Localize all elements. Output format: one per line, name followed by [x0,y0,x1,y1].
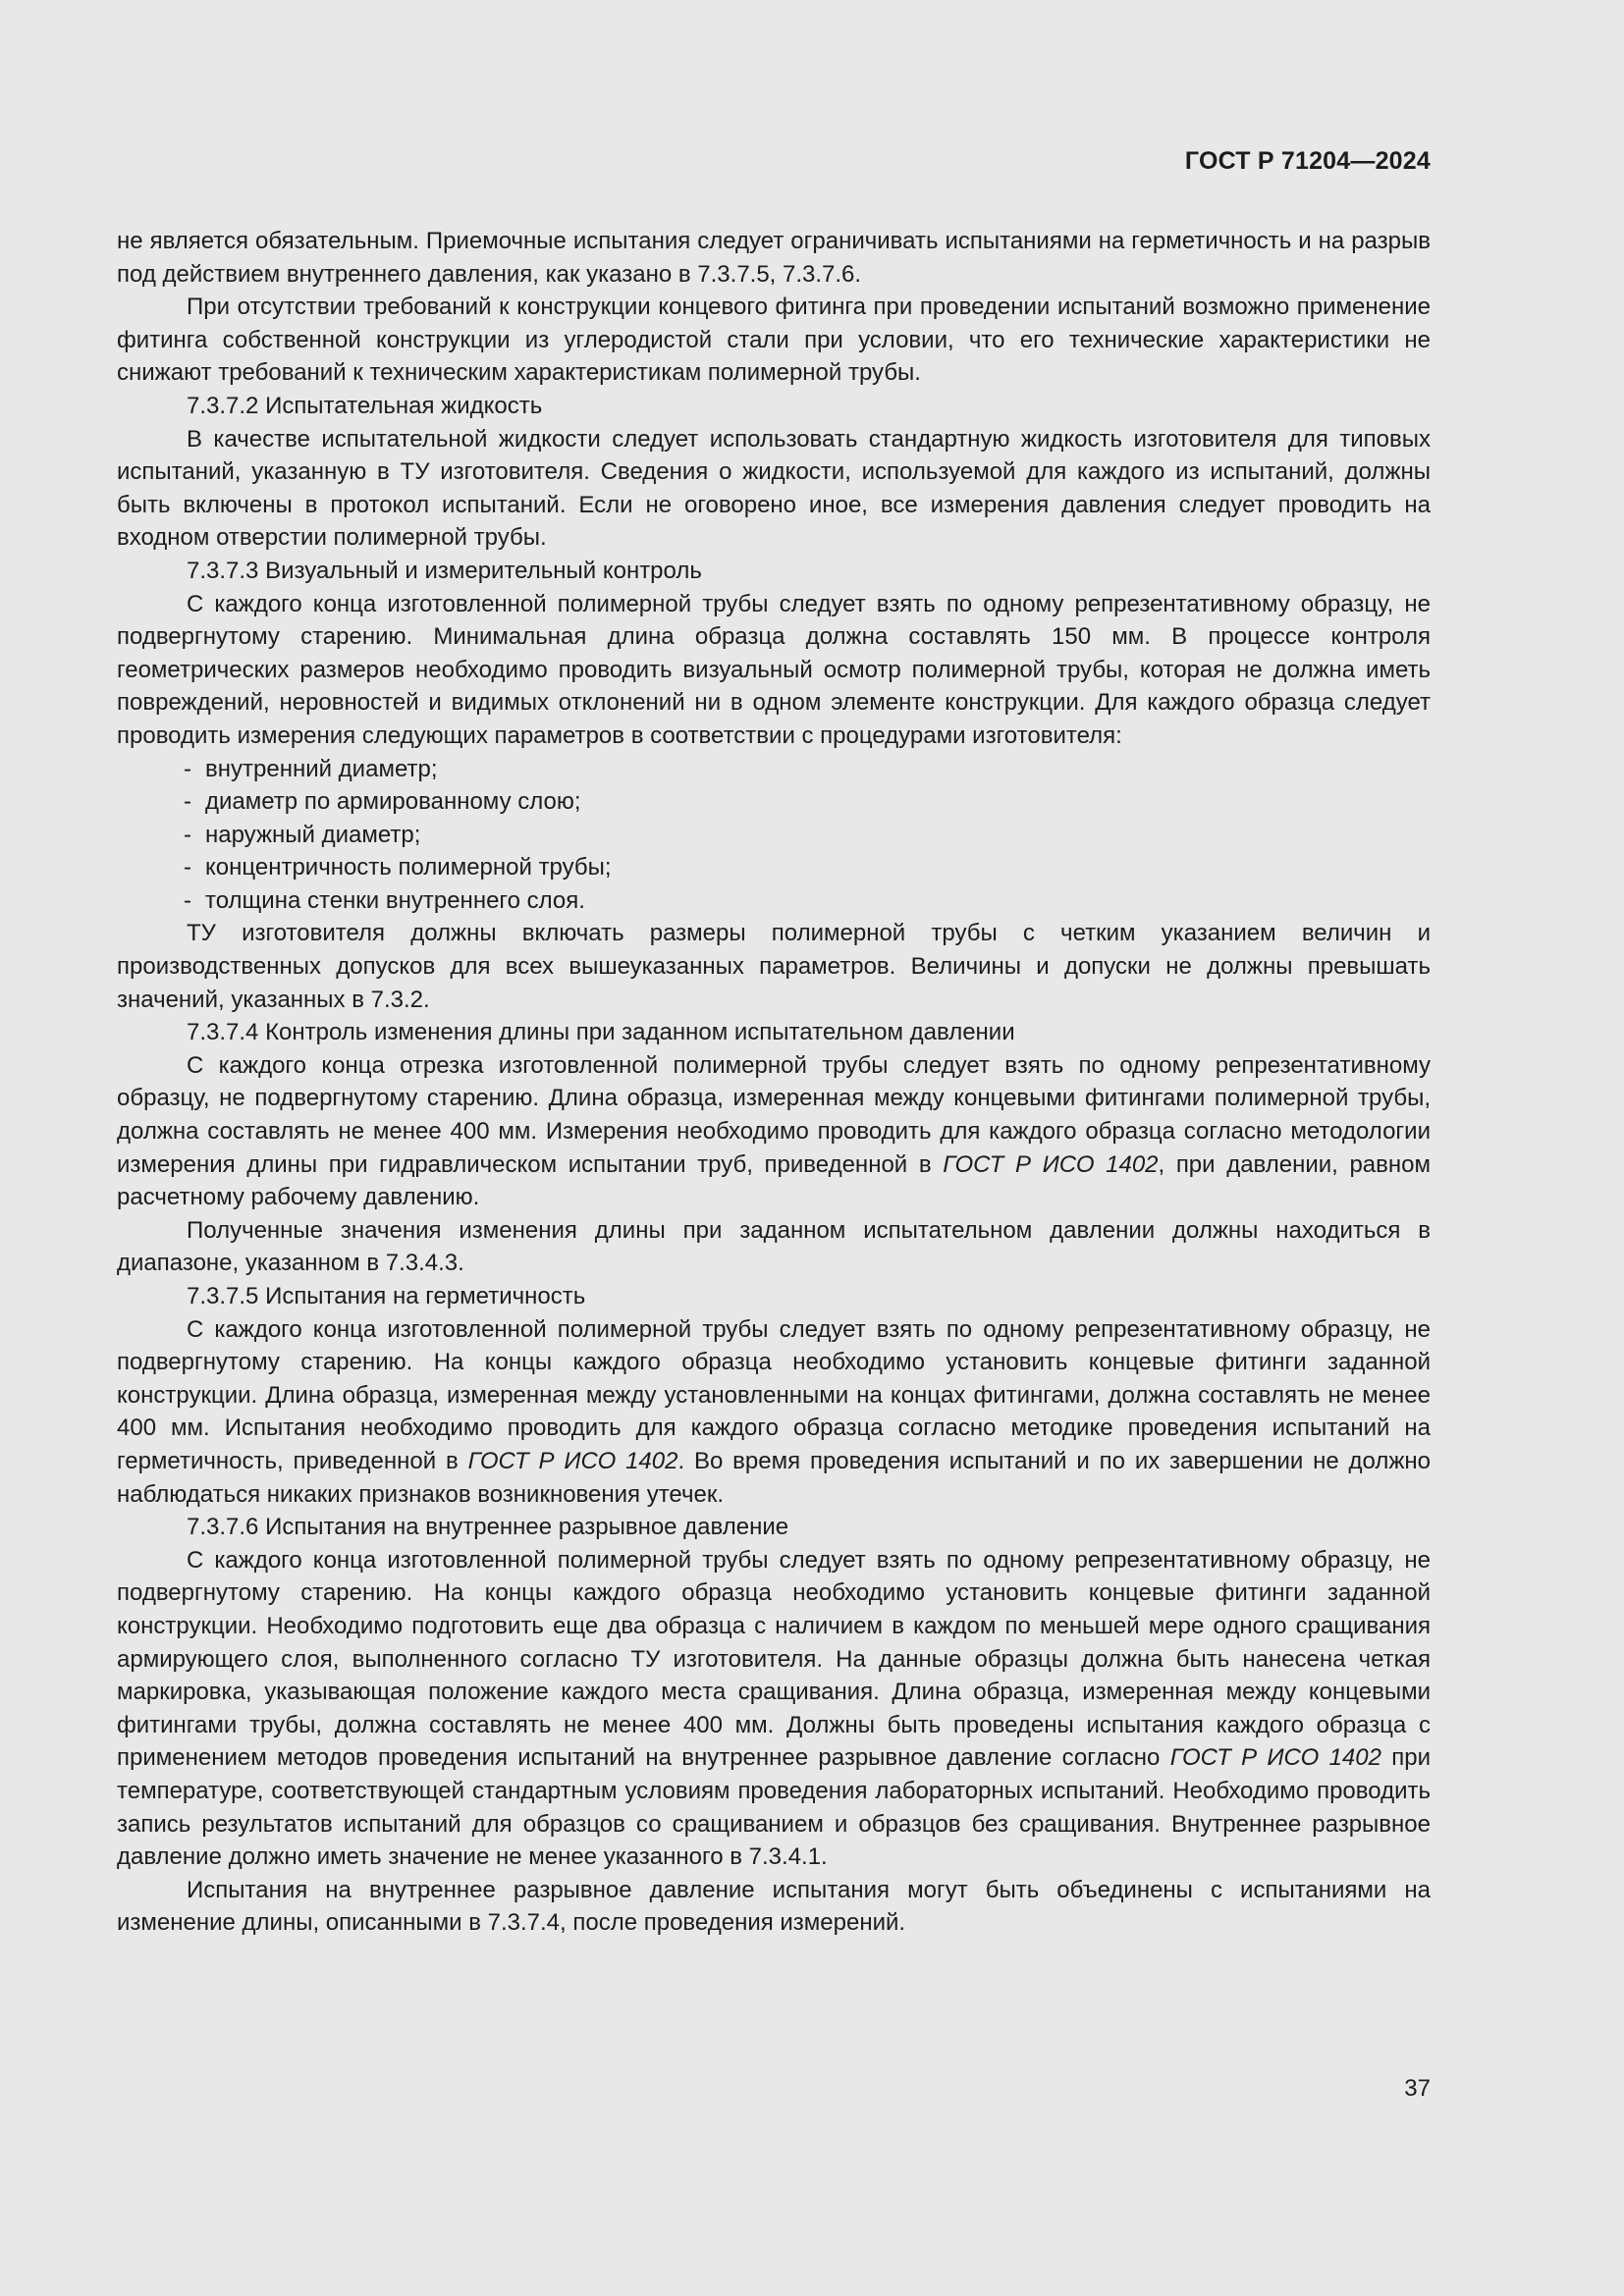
section-heading-7-3-7-2: 7.3.7.2 Испытательная жидкость [187,392,543,419]
paragraph-end-fitting: При отсутствии требований к конструкции концевого фитинга при проведении испытаний возможно применение фитинга собственной конструкции из углеродистой стали при условии, что его технические характеристики не снижают требований к техническим характеристикам полимерной трубы. [117,294,1431,387]
paragraph-test-fluid: В качестве испытательной жидкости следует использовать стандартную жидкость изготовителя для типовых испытаний, указанную в ТУ изготовителя. Сведения о жидкости, используемой для каждого из испытаний, должны быть включены в протокол испытаний. Если не оговорено иное, все измерения давления следует проводить на входном отверстии полимерной трубы. [117,425,1431,552]
list-item: - внутренний диаметр; [184,753,1431,786]
paragraph-burst-pressure: С каждого конца изготовленной полимерной трубы следует взять по одному репрезентативному образцу, не подвергнутому старению. На концы каждого образца необходимо установить концевые фитинги заданной конструкции. Необходимо подготовить еще два образца с наличием в каждом по меньшей мере одного сращивания армирующего слоя, выполненного согласно ТУ изготовителя. На данные образцы должна быть нанесена четкая маркировка, указывающая положение каждого места сращивания. Длина образца, измеренная между концевыми фитингами трубы, должна составлять не менее 400 мм. Должны быть проведены испытания каждого образца с применением методов проведения испытаний на внутреннее разрывное давление согласно ГОСТ Р ИСО 1402 при температуре, соответствующей стандартным условиям проведения лабораторных испытаний. Необходимо проводить запись результатов испытаний для образцов со сращиванием и образцов без сращивания. Внутреннее разрывное давление должно иметь значение не менее указанного в 7.3.4.1. [117,1546,1432,1871]
paragraph-length-change: С каждого конца отрезка изготовленной полимерной трубы следует взять по одному репрезентативному образцу, не подвергнутому старению. Длина образца, измеренная между концевыми фитингами полимерной трубы, должна составлять не менее 400 мм. Измерения необходимо проводить для каждого образца согласно методологии измерения длины при гидравлическом испытании труб, приведенной в ГОСТ Р ИСО 1402, при давлении, равном расчетному рабочему давлению. [117,1051,1432,1211]
standard-reference: ГОСТ Р ИСО 1402 [467,1447,678,1474]
list-dash: - [184,788,191,816]
parameter-list [117,753,1431,918]
list-dash: - [184,886,191,914]
list-item: - толщина стенки внутреннего слоя. [184,884,1431,918]
paragraph-visual-inspection: С каждого конца изготовленной полимерной трубы следует взять по одному репрезентативному образцу, не подвергнутому старению. Минимальная длина образца должна составлять 150 мм. В процессе контроля геометрических размеров необходимо проводить визуальный осмотр полимерной трубы, которая не должна иметь повреждений, неровностей и видимых отклонений ни в одном элементе конструкции. Для каждого образца следует проводить измерения следующих параметров в соответствии с процедурами изготовителя: [117,590,1431,749]
page-number: 37 [1404,2075,1431,2102]
list-dash: - [184,854,191,881]
section-heading-7-3-7-3: 7.3.7.3 Визуальный и измерительный контроль [187,557,702,584]
standard-reference: ГОСТ Р ИСО 1402 [943,1150,1159,1178]
standard-reference: ГОСТ Р ИСО 1402 [1169,1744,1381,1772]
document-code: ГОСТ Р 71204—2024 [1184,147,1431,175]
list-item: - диаметр по армированному слою; [184,785,1431,819]
paragraph-tightness-test: С каждого конца изготовленной полимерной трубы следует взять по одному репрезентативному образцу, не подвергнутому старению. На концы каждого образца необходимо установить концевые фитинги заданной конструкции. Длина образца, измеренная между установленными на концах фитингами, должна составлять не менее 400 мм. Испытания необходимо проводить для каждого образца согласно методике проведения испытаний на герметичность, приведенной в ГОСТ Р ИСО 1402. Во время проведения испытаний и по их завершении не должно наблюдаться никаких признаков возникновения утечек. [117,1315,1432,1508]
section-heading-7-3-7-4: 7.3.7.4 Контроль изменения длины при заданном испытательном давлении [187,1019,1015,1046]
paragraph-combined-tests: Испытания на внутреннее разрывное давление испытания могут быть объединены с испытаниями на изменение длины, описанными в 7.3.7.4, после проведения измерений. [117,1876,1431,1937]
section-heading-7-3-7-5: 7.3.7.5 Испытания на герметичность [187,1283,586,1309]
list-item: - наружный диаметр; [184,819,1431,852]
paragraph-length-range: Полученные значения изменения длины при заданном испытательном давлении должны находиться в диапазоне, указанном в 7.3.4.3. [117,1216,1431,1277]
list-item: - концентричность полимерной трубы; [184,851,1431,884]
paragraph-continuation: не является обязательным. Приемочные испытания следует ограничивать испытаниями на герметичность и на разрыв под действием внутреннего давления, как указано в 7.3.7.5, 7.3.7.6. [117,228,1431,288]
list-dash: - [184,755,191,782]
list-dash: - [184,821,191,848]
page-body [117,225,1431,1940]
paragraph-manufacturer-spec: ТУ изготовителя должны включать размеры полимерной трубы с четким указанием величин и производственных допусков для всех вышеуказанных параметров. Величины и допуски не должны превышать значений, указанных в 7.3.2. [117,920,1431,1013]
section-heading-7-3-7-6: 7.3.7.6 Испытания на внутреннее разрывное давление [187,1514,789,1541]
